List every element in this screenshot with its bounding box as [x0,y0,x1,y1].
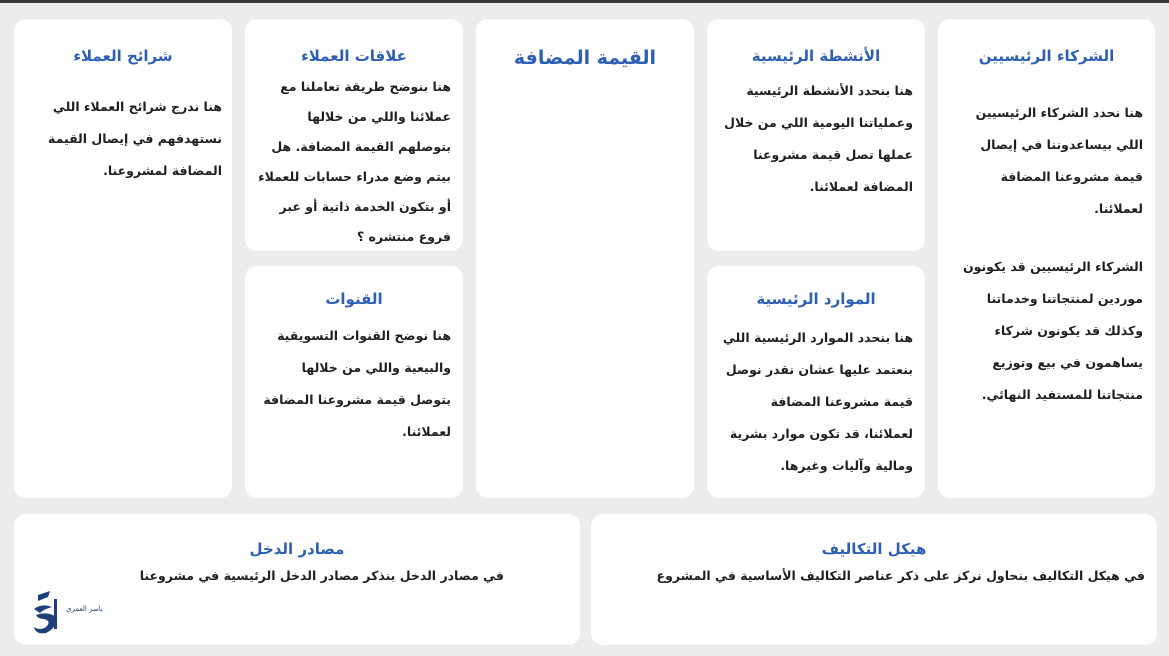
brand-logo [28,589,120,641]
card-title: هيكل التكاليف [821,540,927,558]
top-border [0,0,1169,3]
card-value-proposition [476,19,694,498]
card-key-partners [938,19,1155,498]
card-title: علاقات العملاء [301,47,407,65]
card-cost-structure [591,514,1157,645]
card-channels [245,266,463,498]
calligraphy-logo-icon [28,589,64,641]
card-customer-segments [14,19,232,498]
card-customer-relationships [245,19,463,251]
card-body: هنا ندرج شرائح العملاء اللي نستهدفهم في إيصال القيمة المضافة لمشروعنا. [48,99,222,178]
card-title: مصادر الدخل [249,540,345,558]
card-title: القنوات [325,290,383,308]
card-body: في مصادر الدخل بنذكر مصادر الدخل الرئيسية في مشروعنا [139,568,504,583]
card-title: الموارد الرئيسية [756,290,876,308]
card-body: هنا بنحدد الموارد الرئيسية اللي بنعتمد عليها عشان نقدر نوصل قيمة مشروعنا المضافة لعملائنا، قد تكون موارد بشرية ومالية وآليات وغيرها. [722,330,913,473]
card-key-resources [707,266,925,498]
card-title: شرائح العملاء [73,47,173,65]
card-body: في هيكل التكاليف بنحاول نركز على ذكر عناصر التكاليف الأساسية في المشروع [656,568,1145,583]
card-body: هنا نحدد الشركاء الرئيسيين اللي بيساعدوننا في إيصال قيمة مشروعنا المضافة لعملائنا. [975,105,1143,216]
card-body: هنا بنحدد الأنشطة الرئيسية وعملياتنا اليومية اللي من خلال عملها تصل قيمة مشروعنا المضافة لعملائنا. [724,83,913,194]
card-title: الشركاء الرئيسيين [978,47,1115,65]
logo-text: ياسر العمري [66,605,103,613]
card-body: الشركاء الرئيسيين قد يكونون موردين لمنتجاتنا وخدماتنا وكذلك قد يكونون شركاء يساهمون في بيع وتوزيع منتجاتنا للمستفيد النهائي. [962,259,1143,402]
card-body: هنا نوضح القنوات التسويقية والبيعية واللي من خلالها بتوصل قيمة مشروعنا المضافة لعملائنا. [263,328,451,439]
card-title: القيمة المضافة [513,47,657,69]
card-key-activities [707,19,925,251]
card-body: هنا بنوضح طريقة تعاملنا مع عملائنا واللي من خلالها بتوصلهم القيمة المضافة. هل بيتم وضع مدراء حسابات للعملاء أو بتكون الخدمة ذاتية أو عبر فروع منتشره ؟ [258,79,451,244]
card-title: الأنشطة الرئيسية [751,47,881,65]
